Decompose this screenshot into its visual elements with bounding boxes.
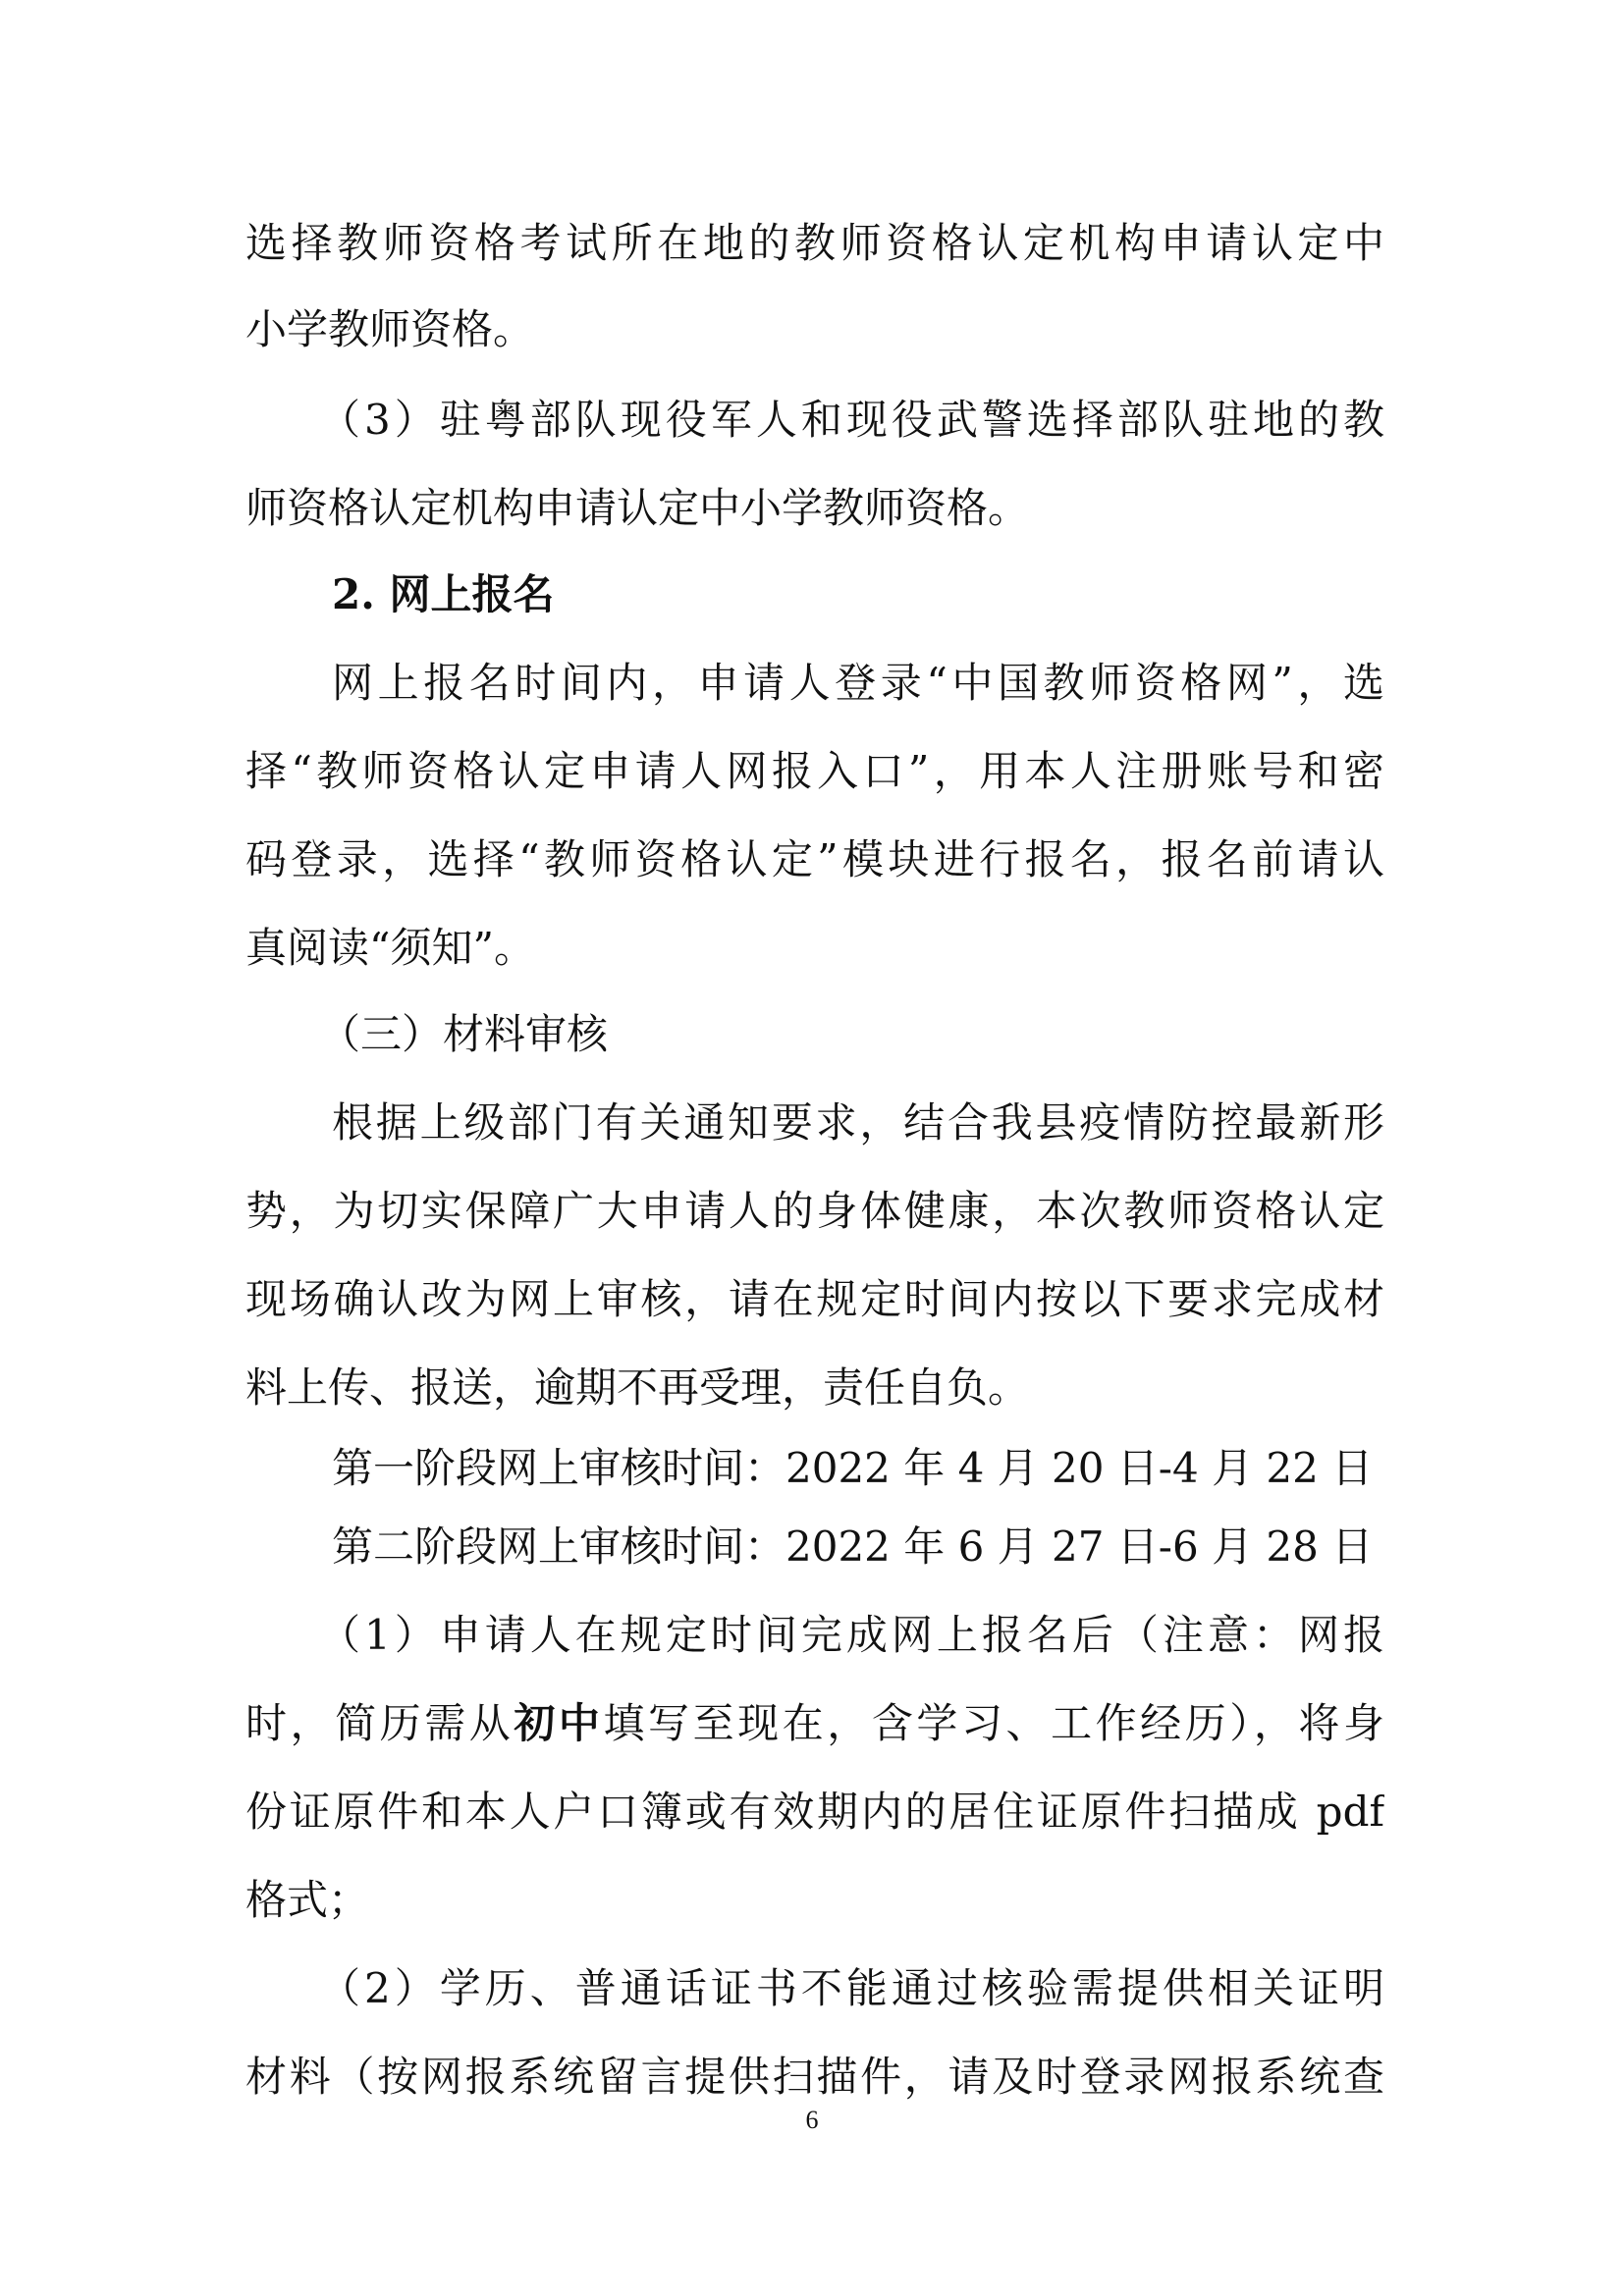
paragraph-line: 码登录，选择“教师资格认定”模块进行报名，报名前请认: [245, 835, 1384, 883]
paragraph-line: 选择教师资格考试所在地的教师资格认定机构申请认定中: [245, 219, 1384, 267]
paragraph-text: 时，简历需从: [245, 1699, 514, 1747]
paragraph-line: （1）申请人在规定时间完成网上报名后（注意：网报: [319, 1611, 1384, 1659]
paragraph-line: 真阅读“须知”。: [245, 924, 535, 972]
review-date-line: 第二阶段网上审核时间：2022 年 6 月 27 日-6 月 28 日: [332, 1522, 1374, 1571]
paragraph-line: 势，为切实保障广大申请人的身体健康，本次教师资格认定: [245, 1187, 1384, 1235]
paragraph-line: 格式；: [245, 1876, 370, 1924]
section-heading: 2. 网上报名: [332, 570, 555, 618]
paragraph-text: 填写至现在，含学习、工作经历），将身: [603, 1699, 1384, 1747]
paragraph-line: 份证原件和本人户口簿或有效期内的居住证原件扫描成 pdf: [245, 1788, 1384, 1836]
paragraph-line: 择“教师资格认定申请人网报入口”，用本人注册账号和密: [245, 747, 1384, 795]
bold-emphasis: 初中: [514, 1699, 604, 1747]
paragraph-line: 材料（按网报系统留言提供扫描件，请及时登录网报系统查: [245, 2053, 1384, 2101]
paragraph-line: 料上传、报送，逾期不再受理，责任自负。: [245, 1363, 1030, 1412]
paragraph-line: （2）学历、普通话证书不能通过核验需提供相关证明: [319, 1964, 1384, 2012]
review-date-line: 第一阶段网上审核时间：2022 年 4 月 20 日-4 月 22 日: [332, 1444, 1374, 1492]
page-number: 6: [805, 2106, 819, 2134]
section-heading: （三）材料审核: [319, 1010, 609, 1058]
paragraph-line: 师资格认定机构申请认定中小学教师资格。: [245, 484, 1030, 532]
paragraph-line: 小学教师资格。: [245, 305, 535, 353]
paragraph-line: 根据上级部门有关通知要求，结合我县疫情防控最新形: [332, 1098, 1384, 1147]
paragraph-line: 网上报名时间内，申请人登录“中国教师资格网”，选: [332, 659, 1384, 707]
paragraph-line: （3）驻粤部队现役军人和现役武警选择部队驻地的教: [319, 396, 1384, 444]
paragraph-line: [245, 1694, 1384, 1753]
paragraph-line: 现场确认改为网上审核，请在规定时间内按以下要求完成材: [245, 1275, 1384, 1323]
